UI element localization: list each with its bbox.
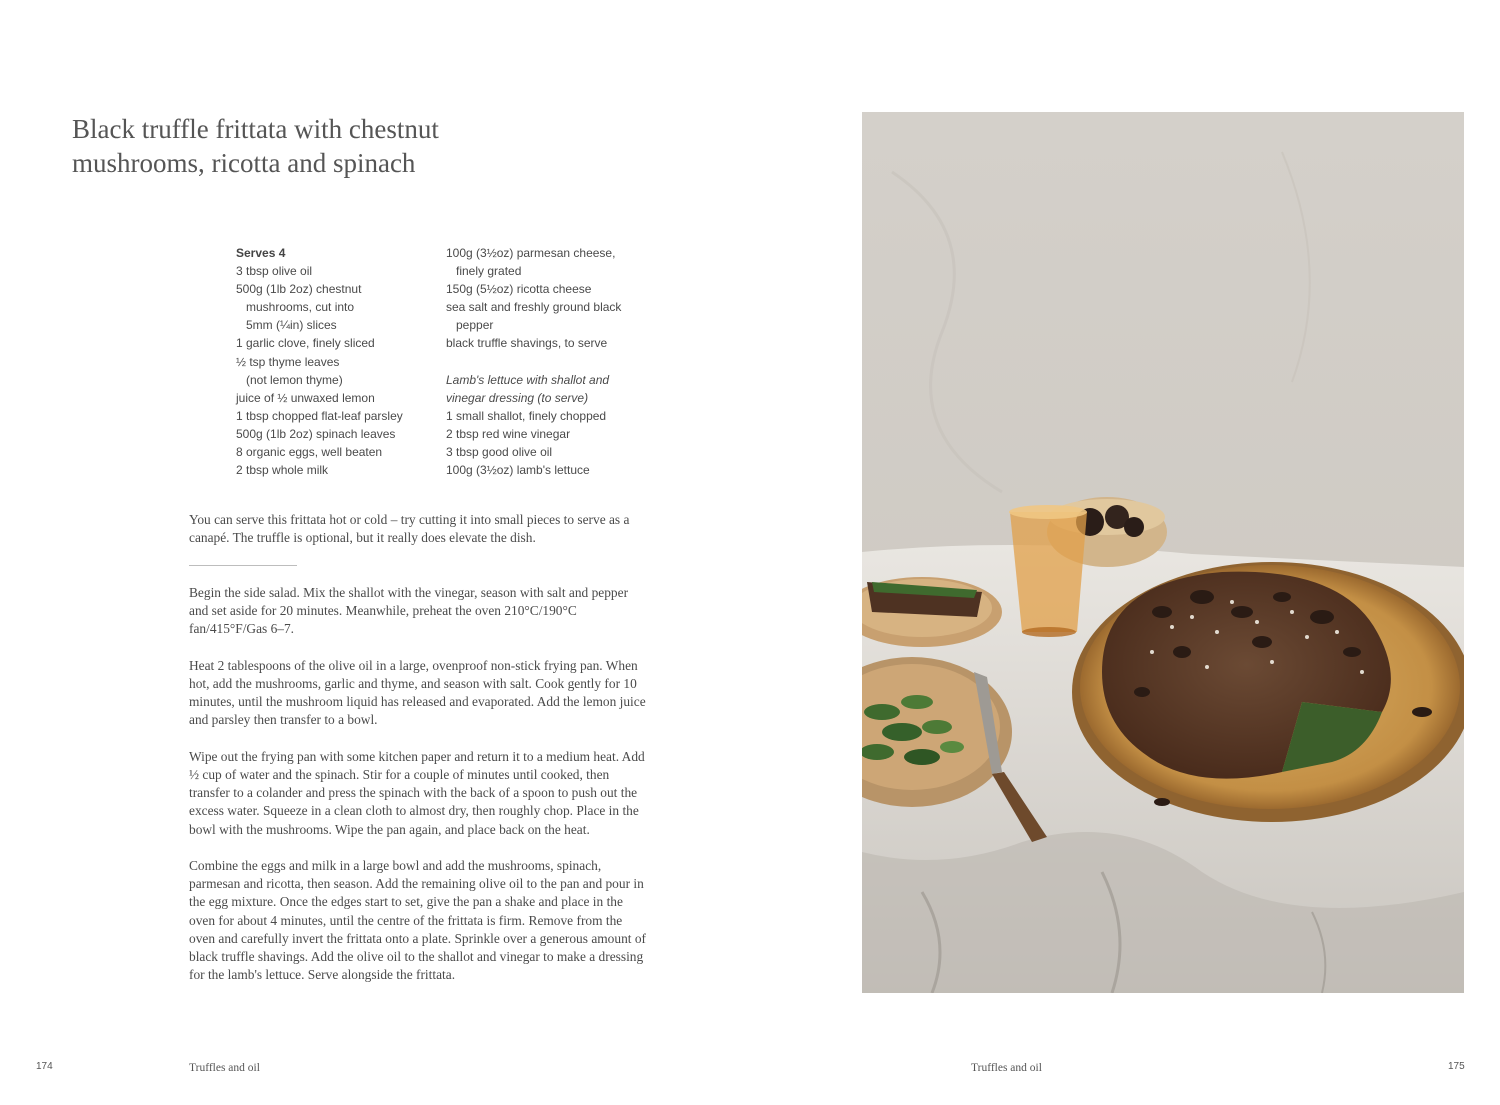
ingredient-item: black truffle shavings, to serve (446, 336, 608, 351)
ingredient-item: (not lemon thyme) (246, 372, 343, 387)
method-steps (189, 584, 649, 1003)
recipe-title (72, 112, 532, 180)
recipe-title-line-1: Black truffle frittata with chestnut (72, 114, 439, 144)
ingredient-item: 5mm (¼in) slices (246, 318, 337, 333)
ingredient-item: finely grated (456, 264, 522, 279)
ingredient-item: 100g (3½oz) parmesan cheese, (446, 246, 616, 260)
ingredient-item: 100g (3½oz) lamb's lettuce (446, 463, 590, 478)
ingredient-item: 2 tbsp whole milk (236, 463, 329, 478)
method-step: Wipe out the frying pan with some kitchen paper and return it to a medium heat. Add ½ cup of water and the spinach. Stir for a couple of minutes until cooked, then transfer to a colander and press the spinach with the back of a spoon to push out the excess water. Squeeze in a clean cloth to almost dry, then roughly chop. Place in the bowl with the mushrooms. Wipe the pan again, and place back on the heat. (189, 748, 645, 837)
ingredient-item: 3 tbsp good olive oil (446, 444, 553, 459)
ingredient-item: Lamb's lettuce with shallot and (446, 372, 610, 387)
ingredient-item: 500g (1lb 2oz) chestnut (236, 282, 362, 297)
page-number-right: 175 (1448, 1061, 1465, 1072)
section-divider (189, 565, 297, 566)
method-step: Heat 2 tablespoons of the olive oil in a large, ovenproof non-stick frying pan. When hot, add the mushrooms, garlic and thyme, and season with salt. Cook gently for 10 minutes, until the mushroom liquid has released and evaporated. Add the lemon juice and parsley then transfer to a bowl. (189, 657, 646, 728)
ingredient-item: sea salt and freshly ground black (446, 300, 622, 315)
method-step: Combine the eggs and milk in a large bowl and add the mushrooms, spinach, parmesan and ricotta, then season. Add the remaining olive oil to the pan and pour in the egg mixture. Once the edges start to set, give the pan a shake and place in the oven for about 4 minutes, until the centre of the frittata is firm. Remove from the oven and carefully invert the frittata onto a plate. Sprinkle over a generous amount of black truffle shavings. Add the olive oil to the shallot and vinegar to make a dressing for the lamb's lettuce. Serve alongside the frittata. (189, 858, 646, 983)
recipe-title-line-2: mushrooms, ricotta and spinach (72, 148, 416, 178)
ingredients-list-right (446, 244, 651, 479)
ingredient-item: mushrooms, cut into (246, 300, 355, 315)
ingredient-item: 1 garlic clove, finely sliced (236, 336, 375, 351)
ingredient-item: 500g (1lb 2oz) spinach leaves (236, 426, 396, 441)
page-number-left: 174 (36, 1061, 53, 1072)
ingredient-item: 2 tbsp red wine vinegar (446, 426, 571, 441)
running-head-left: Truffles and oil (189, 1062, 260, 1074)
ingredient-item: 3 tbsp olive oil (236, 264, 313, 279)
ingredient-item: 1 small shallot, finely chopped (446, 408, 607, 423)
method-step: Begin the side salad. Mix the shallot with the vinegar, season with salt and pepper and set aside for 20 minutes. Meanwhile, preheat the oven 210°C/190°C fan/415°F/Gas 6–7. (189, 585, 629, 637)
ingredient-item: 150g (5½oz) ricotta cheese (446, 282, 592, 297)
ingredient-item: ½ tsp thyme leaves (236, 354, 340, 369)
frittata-photo (862, 112, 1464, 993)
ingredient-item: vinegar dressing (to serve) (446, 390, 589, 405)
running-head-right: Truffles and oil (971, 1062, 1042, 1074)
ingredient-item: juice of ½ unwaxed lemon (236, 390, 375, 405)
ingredients-list-left (236, 244, 436, 479)
ingredient-item: 8 organic eggs, well beaten (236, 445, 383, 460)
recipe-intro: You can serve this frittata hot or cold – try cutting it into small pieces to serve as a canapé. The truffle is optional, but it really does elevate the dish. (189, 512, 630, 546)
ingredient-item: pepper (456, 318, 494, 333)
ingredient-item: Serves 4 (236, 246, 286, 260)
ingredient-item: 1 tbsp chopped flat-leaf parsley (236, 408, 403, 423)
